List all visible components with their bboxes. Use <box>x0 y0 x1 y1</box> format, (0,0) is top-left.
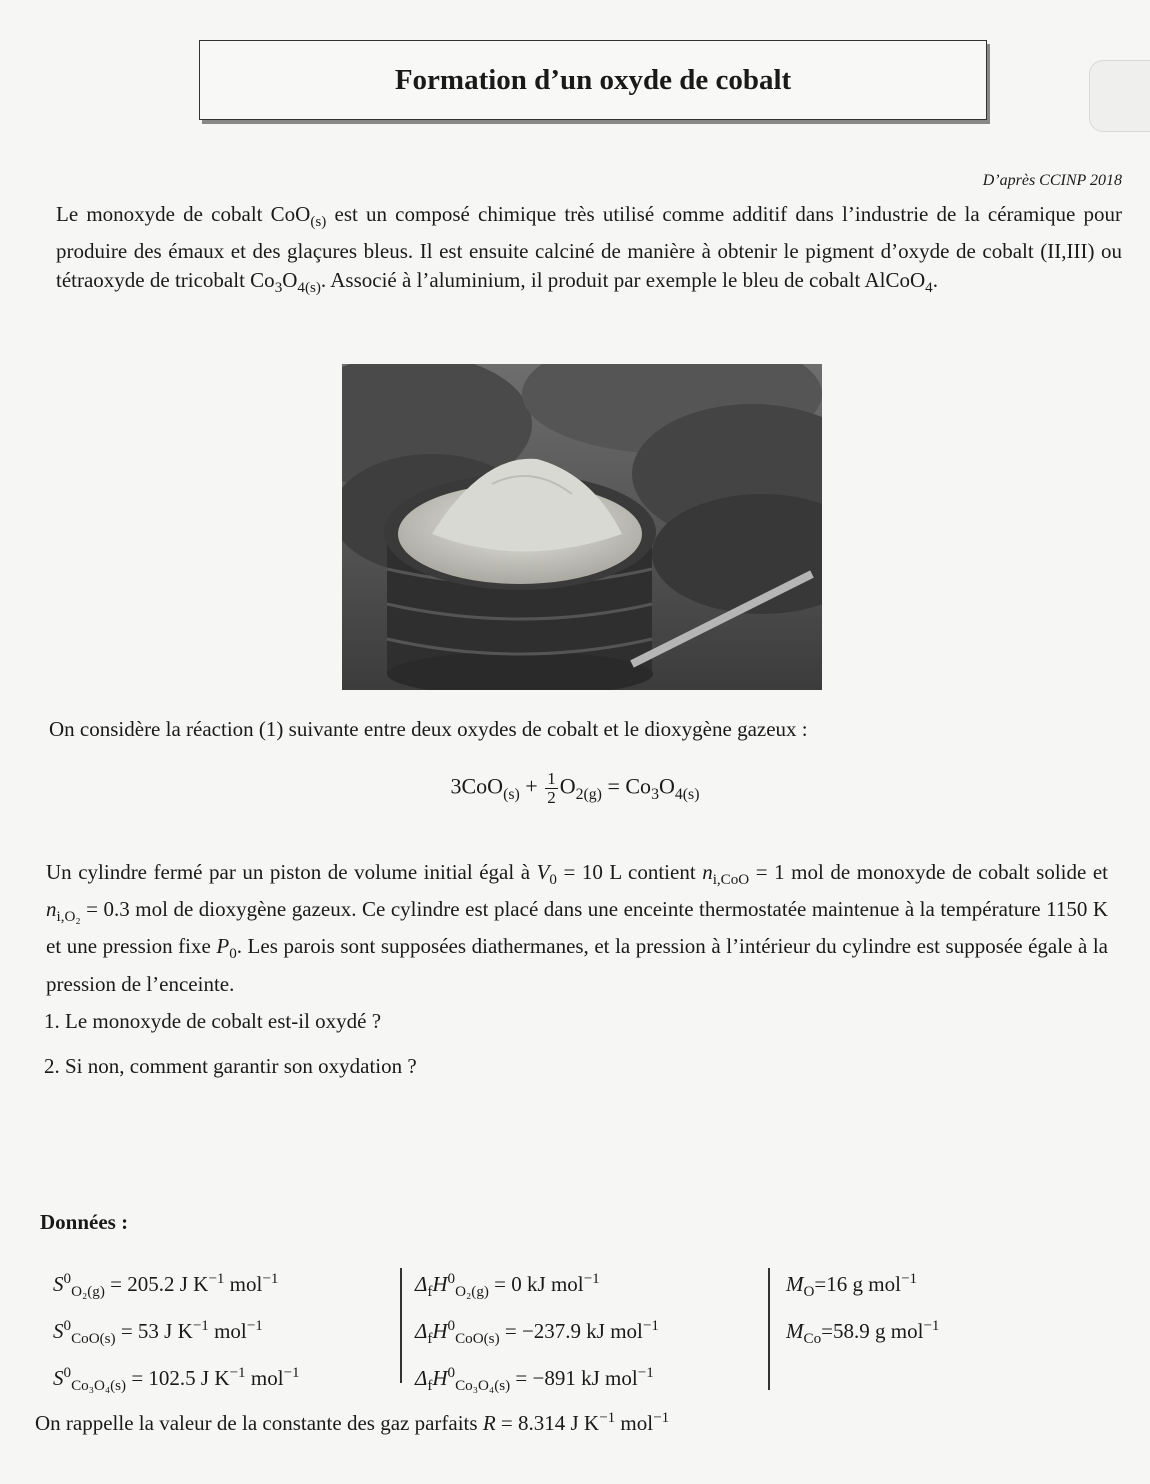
intro-text-3: . Associé à l’aluminium, il produit par exemple le bleu de cobalt <box>320 268 865 293</box>
column-divider-1 <box>400 1268 402 1383</box>
data-heading: Données : <box>40 1210 129 1234</box>
intro-text-4: . <box>932 268 938 293</box>
reaction-intro: On considère la réaction (1) suivante entre deux oxydes de cobalt et le dioxygène gazeux : <box>49 717 808 741</box>
enthalpy-co3o4: $\Delta_fH^0_{Co_3O_4(s)} = -891$ kJ mol$^{-1}$ <box>415 1365 654 1395</box>
formula-alcoo4: AlCoO$_4$ <box>864 268 933 297</box>
molar-mass-o: $M_O=16$ g mol$^{-1}$ <box>786 1271 918 1301</box>
powder-photo-illustration <box>342 364 822 690</box>
intro-text-1: Le monoxyde de cobalt <box>56 202 271 226</box>
cobalt-powder-photo <box>342 364 822 690</box>
question-1: 1. Le monoxyde de cobalt est-il oxydé ? <box>44 1009 382 1033</box>
entropy-column <box>53 1262 300 1404</box>
formula-co3o4: $Co_3O_{4(s)}$ <box>250 268 321 297</box>
entropy-co3o4: $S^0_{Co_3O_4(s)} = 102.5$ J $K^{-1}$ mol$^{-1}$ <box>53 1365 300 1395</box>
intro-text-2: est un composé chimique très utilisé comme additif dans l’industrie de la céramique pour produire des émaux et des glaçures bleus. Il est ensuite calciné de manière à obtenir le pigment d’oxyde de cobalt (II,III) ou tétraoxyde de tricobalt <box>56 202 1122 293</box>
intro-paragraph <box>56 200 1122 303</box>
cylinder-paragraph: Un cylindre fermé par un piston de volume initial égal à $V_0 = 10$ L contient $n_{i,CoO} = 1$ mol de monoxyde de cobalt solide et $n_{i,O_2} = 0.3$ mol de dioxygène gazeux. Ce cylindre est placé dans une enceinte thermostatée maintenue à la température 1150 K et une pression fixe $P_0$. Les parois sont supposées diathermanes, et la pression à l’intérieur du cylindre est supposée égale à la pression de l’enceinte. <box>46 860 1108 996</box>
formula-coo: CoO$_{(s)}$ <box>270 202 327 231</box>
adjacent-page-tab <box>1089 60 1150 132</box>
source-citation: D’après CCINP 2018 <box>982 172 1122 189</box>
enthalpy-coo: $\Delta_fH^0_{CoO(s)} = -237.9$ kJ mol$^{-1}$ <box>415 1318 659 1348</box>
reaction-equation: 3CoO$_{(s)}$ + $\frac{1}{2}$ $O_{2(g)} = Co_3O_{4(s)}$ <box>450 769 700 807</box>
question-2: 2. Si non, comment garantir son oxydation ? <box>44 1054 417 1078</box>
fraction-one-half: $\frac{1}{2}$ <box>547 769 556 807</box>
molar-mass-column <box>786 1262 939 1356</box>
enthalpy-o2: $\Delta_fH^0_{O_2(g)} = 0$ kJ mol$^{-1}$ <box>415 1271 600 1301</box>
gas-constant-recall: On rappelle la valeur de la constante des gaz parfaits R = 8.314 J $K^{-1}$ mol$^{-1}$ <box>35 1410 670 1435</box>
entropy-o2: $S^0_{O_2(g)} = 205.2$ J $K^{-1}$ mol$^{-1}$ <box>53 1271 279 1301</box>
page-title: Formation d’un oxyde de cobalt <box>394 63 792 96</box>
enthalpy-column <box>415 1262 659 1404</box>
molar-mass-co: $M_{Co}=58.9$ g mol$^{-1}$ <box>786 1318 940 1348</box>
column-divider-2 <box>768 1268 770 1390</box>
title-box <box>199 40 987 120</box>
entropy-coo: $S^0_{CoO(s)} = 53$ J $K^{-1}$ mol$^{-1}$ <box>53 1318 263 1348</box>
